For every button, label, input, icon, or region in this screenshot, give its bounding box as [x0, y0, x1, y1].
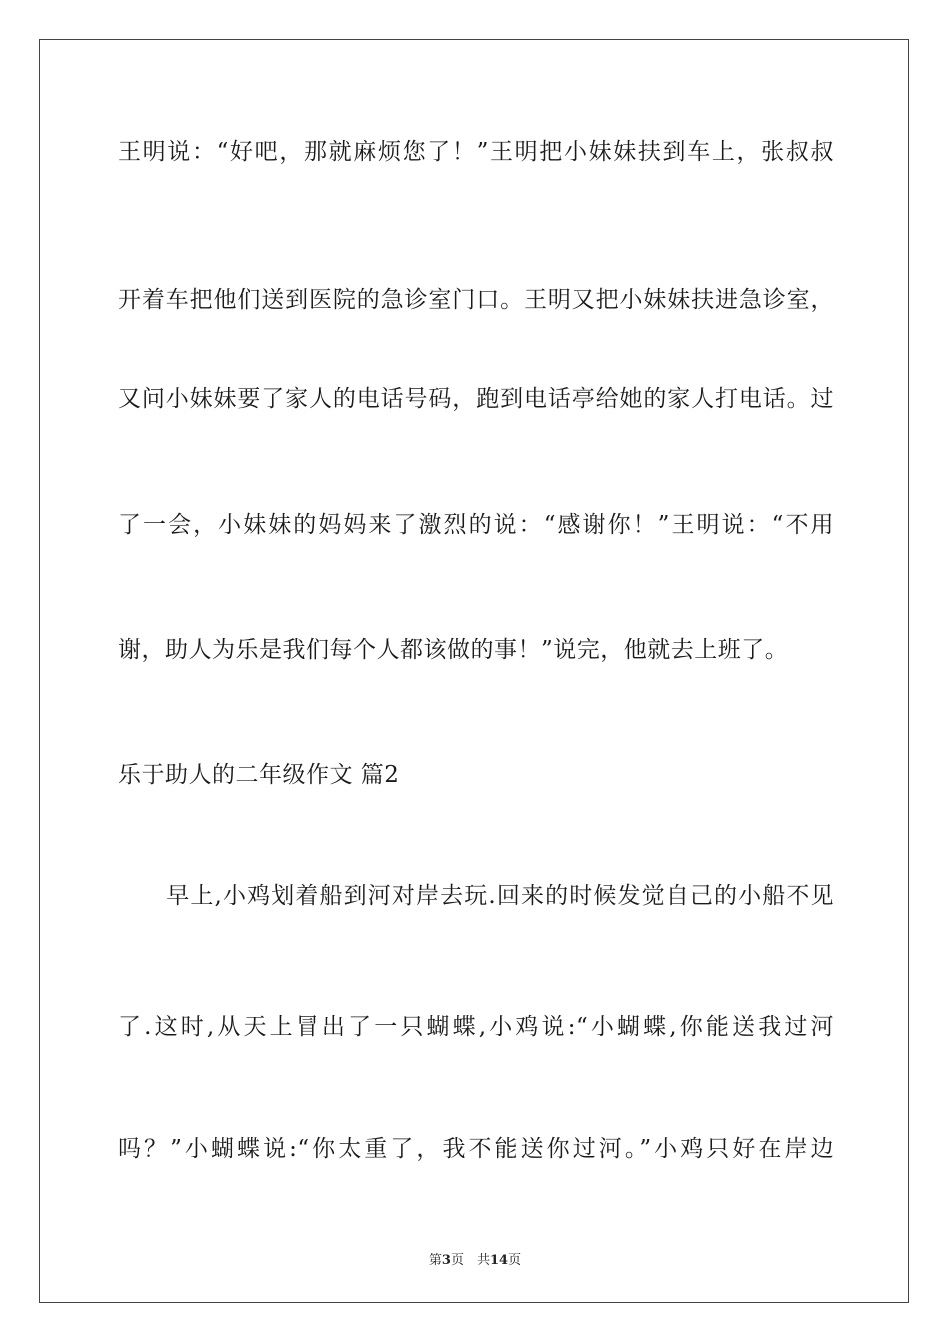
- page-footer: [0, 1249, 950, 1268]
- text-line-2: 开着车把他们送到医院的急诊室门口。王明又把小妹妹扶进急诊室，: [118, 287, 834, 313]
- footer-mid: 页 共: [450, 1253, 490, 1268]
- text-line-1: 王明说：“好吧，那就麻烦您了！”王明把小妹妹扶到车上，张叔叔: [118, 139, 834, 165]
- text-line-8: 吗？”小蝴蝶说:“你太重了，我不能送你过河。”小鸡只好在岸边: [118, 1136, 834, 1162]
- text-line-6: 早上,小鸡划着船到河对岸去玩.回来的时候发觉自己的小船不见: [118, 883, 834, 909]
- footer-current-page: 3: [441, 1253, 451, 1268]
- text-line-4: 了一会，小妹妹的妈妈来了激烈的说：“感谢你！”王明说：“不用: [118, 512, 834, 538]
- footer-prefix: 第: [428, 1253, 442, 1268]
- page-border: [39, 39, 909, 1303]
- footer-total-pages: 14: [489, 1253, 509, 1268]
- footer-suffix: 页: [508, 1253, 522, 1268]
- section-heading: 乐于助人的二年级作文 篇2: [118, 762, 400, 788]
- text-line-7: 了.这时,从天上冒出了一只蝴蝶,小鸡说:“小蝴蝶,你能送我过河: [118, 1014, 834, 1040]
- text-line-5: 谢，助人为乐是我们每个人都该做的事！”说完，他就去上班了。: [118, 637, 789, 663]
- text-line-3: 又问小妹妹要了家人的电话号码，跑到电话亭给她的家人打电话。过: [118, 386, 834, 412]
